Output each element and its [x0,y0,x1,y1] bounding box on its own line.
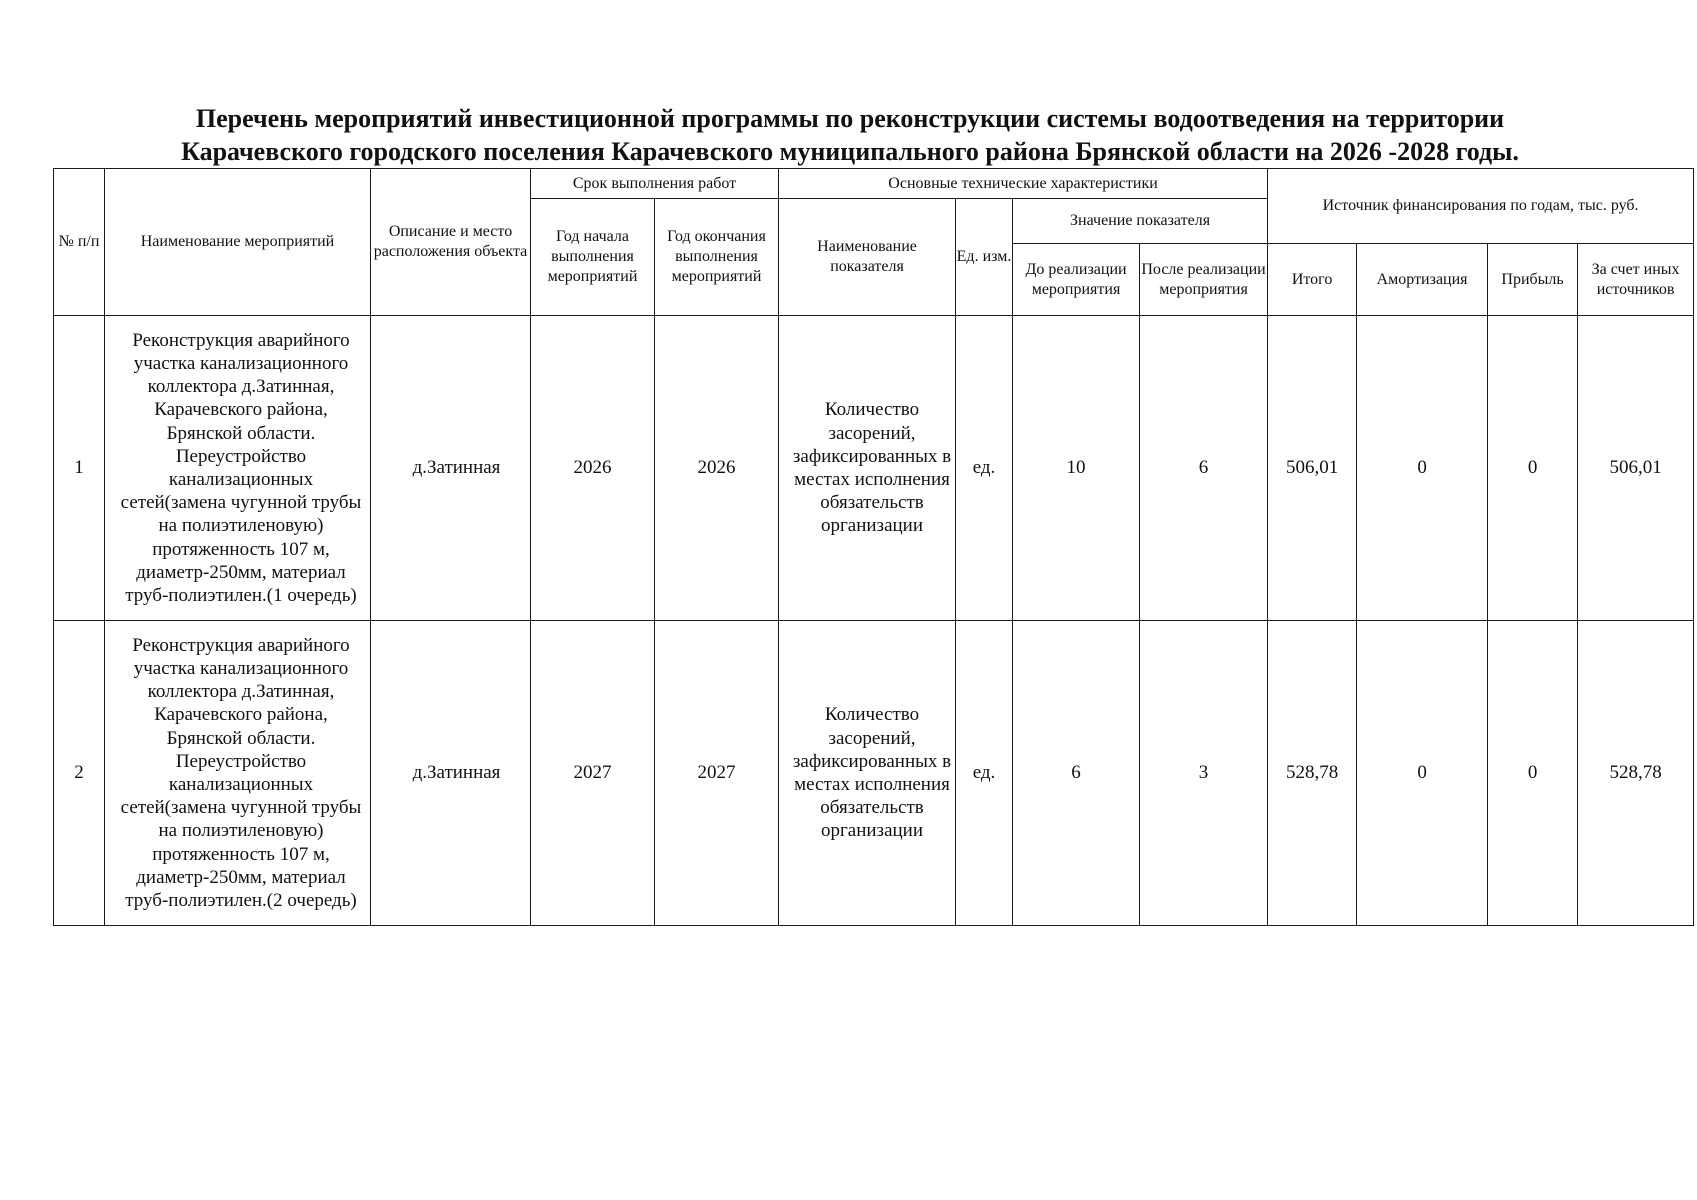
cell-after: 3 [1140,621,1268,926]
cell-description: д.Затинная [371,316,531,621]
document-title [60,102,1640,168]
header-description: Описание и место расположения объекта [371,169,531,316]
title-line-1: Перечень мероприятий инвестиционной программы по реконструкции системы водоотведения на территории [195,104,1505,133]
header-after: После реализации мероприятия [1140,244,1268,316]
table-row [54,316,1694,621]
table-header [54,169,1694,316]
cell-name: Реконструкция аварийного участка канализационного коллектора д.Затинная, Карачевского района, Брянской области. Переустройство канализационных сетей(замена чугунной трубы на полиэтиленовую) протяженность 107 м, диаметр-250мм, материал труб-полиэтилен.(2 очередь) [105,621,371,926]
header-num: № п/п [54,169,105,316]
cell-before: 10 [1013,316,1140,621]
header-indicator-value-group: Значение показателя [1013,199,1268,244]
header-before: До реализации мероприятия [1013,244,1140,316]
cell-start-year: 2027 [531,621,655,926]
header-finance-group: Источник финансирования по годам, тыс. руб. [1268,169,1694,244]
table-row [54,621,1694,926]
header-indicator-name: Наименование показателя [779,199,956,316]
cell-end-year: 2027 [655,621,779,926]
measures-table [53,168,1694,926]
header-deadline-group: Срок выполнения работ [531,169,779,199]
cell-indicator: Количество засорений, зафиксированных в местах исполнения обязательств организации [779,621,956,926]
header-tech-group: Основные технические характеристики [779,169,1268,199]
header-end-year: Год окончания выполнения мероприятий [655,199,779,316]
header-profit: Прибыль [1488,244,1578,316]
cell-amortization: 0 [1357,316,1488,621]
cell-unit: ед. [956,621,1013,926]
header-start-year: Год начала выполнения мероприятий [531,199,655,316]
title-line-2: Карачевского городского поселения Карачевского муниципального района Брянской области на 2026 -2028 годы. [181,137,1519,166]
header-total: Итого [1268,244,1357,316]
cell-other-sources: 506,01 [1578,316,1694,621]
cell-amortization: 0 [1357,621,1488,926]
cell-total: 506,01 [1268,316,1357,621]
header-other-sources: За счет иных источников [1578,244,1694,316]
header-amortization: Амортизация [1357,244,1488,316]
cell-unit: ед. [956,316,1013,621]
cell-after: 6 [1140,316,1268,621]
cell-end-year: 2026 [655,316,779,621]
cell-profit: 0 [1488,621,1578,926]
cell-start-year: 2026 [531,316,655,621]
cell-indicator: Количество засорений, зафиксированных в местах исполнения обязательств организации [779,316,956,621]
cell-total: 528,78 [1268,621,1357,926]
cell-before: 6 [1013,621,1140,926]
cell-other-sources: 528,78 [1578,621,1694,926]
cell-profit: 0 [1488,316,1578,621]
cell-num: 2 [54,621,105,926]
cell-num: 1 [54,316,105,621]
table-body [54,316,1694,926]
cell-description: д.Затинная [371,621,531,926]
cell-name: Реконструкция аварийного участка канализационного коллектора д.Затинная, Карачевского района, Брянской области. Переустройство канализационных сетей(замена чугунной трубы на полиэтиленовую) протяженность 107 м, диаметр-250мм, материал труб-полиэтилен.(1 очередь) [105,316,371,621]
header-unit: Ед. изм. [956,199,1013,316]
header-name: Наименование мероприятий [105,169,371,316]
